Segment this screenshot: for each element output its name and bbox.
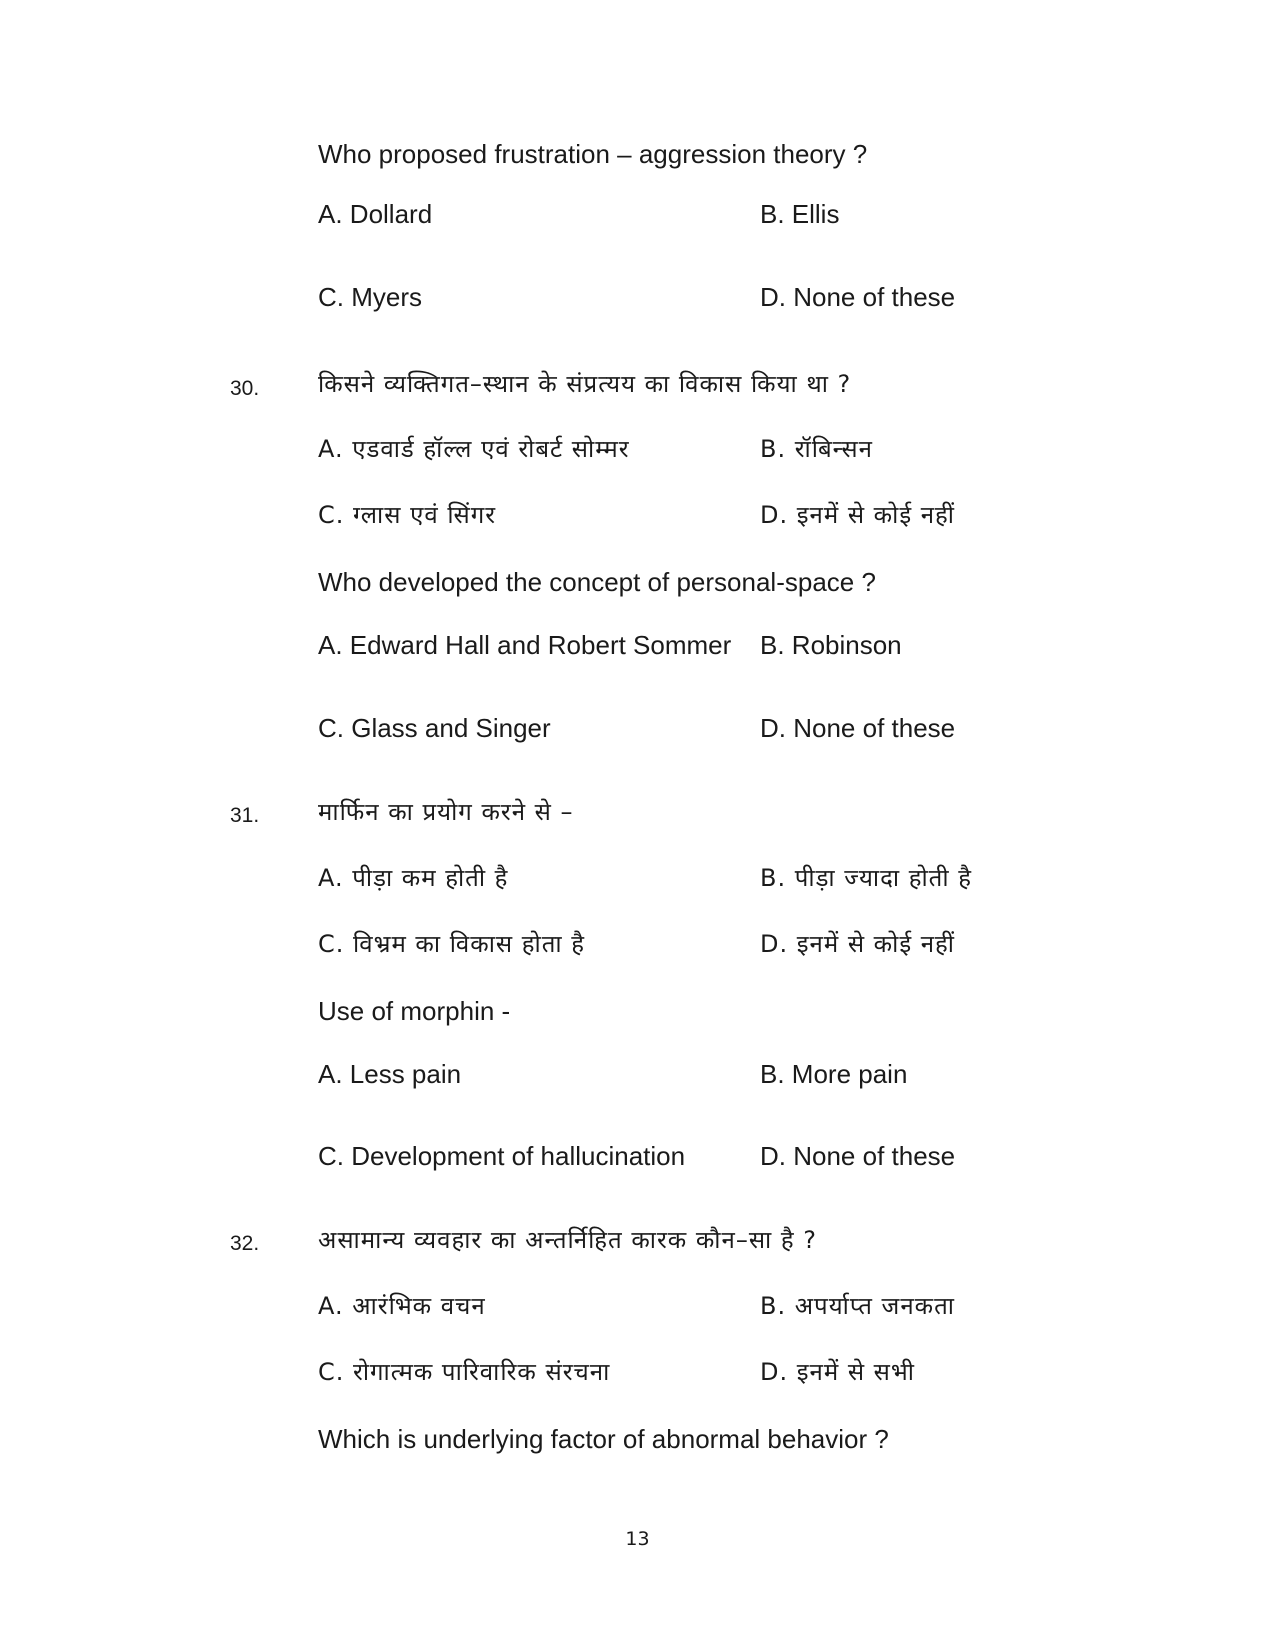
q32-option-c-hi: C. रोगात्मक पारिवारिक संरचना [318, 1358, 611, 1386]
q30-option-b-hi: B. रॉबिन्सन [760, 435, 873, 463]
q31-option-d-hi: D. इनमें से कोई नहीं [760, 930, 956, 958]
q32-option-d-hi: D. इनमें से सभी [760, 1358, 915, 1386]
q32-number: 32. [230, 1232, 260, 1255]
q29-english-question: Who proposed frustration – aggression theory ? [318, 139, 868, 169]
q29-option-b-en: B. Ellis [760, 199, 840, 229]
q30-option-a-en: A. Edward Hall and Robert Sommer [318, 630, 732, 660]
q30-number: 30. [230, 377, 260, 400]
page-number: 13 [625, 1528, 650, 1550]
q30-option-a-hi: A. एडवार्ड हॉल्ल एवं रोबर्ट सोम्मर [318, 435, 630, 463]
q31-option-a-en: A. Less pain [318, 1059, 462, 1089]
q30-option-b-en: B. Robinson [760, 630, 902, 660]
q31-hindi-question: मार्फिन का प्रयोग करने से – [318, 798, 574, 826]
q29-option-c-en: C. Myers [318, 282, 422, 312]
q30-option-c-en: C. Glass and Singer [318, 713, 551, 743]
q30-option-d-hi: D. इनमें से कोई नहीं [760, 501, 956, 529]
q31-option-b-hi: B. पीड़ा ज्यादा होती है [760, 864, 972, 892]
q32-option-a-hi: A. आरंभिक वचन [318, 1292, 486, 1320]
q31-english-question: Use of morphin - [318, 996, 511, 1026]
q30-english-question: Who developed the concept of personal-space ? [318, 567, 876, 597]
q29-option-a-en: A. Dollard [318, 199, 433, 229]
q29-option-d-en: D. None of these [760, 282, 956, 312]
q32-option-b-hi: B. अपर्याप्त जनकता [760, 1292, 955, 1320]
q32-hindi-question: असामान्य व्यवहार का अन्तर्निहित कारक कौन–सा है ? [318, 1226, 818, 1254]
q31-option-c-hi: C. विभ्रम का विकास होता है [318, 930, 585, 958]
q31-option-d-en: D. None of these [760, 1141, 956, 1171]
q30-option-c-hi: C. ग्लास एवं सिंगर [318, 501, 497, 529]
q32-english-question: Which is underlying factor of abnormal behavior ? [318, 1424, 889, 1454]
q30-option-d-en: D. None of these [760, 713, 956, 743]
q31-option-c-en: C. Development of hallucination [318, 1141, 686, 1171]
q31-number: 31. [230, 804, 260, 827]
q31-option-b-en: B. More pain [760, 1059, 908, 1089]
q31-option-a-hi: A. पीड़ा कम होती है [318, 864, 509, 892]
q30-hindi-question: किसने व्यक्तिगत–स्थान के संप्रत्यय का विकास किया था ? [318, 370, 852, 398]
